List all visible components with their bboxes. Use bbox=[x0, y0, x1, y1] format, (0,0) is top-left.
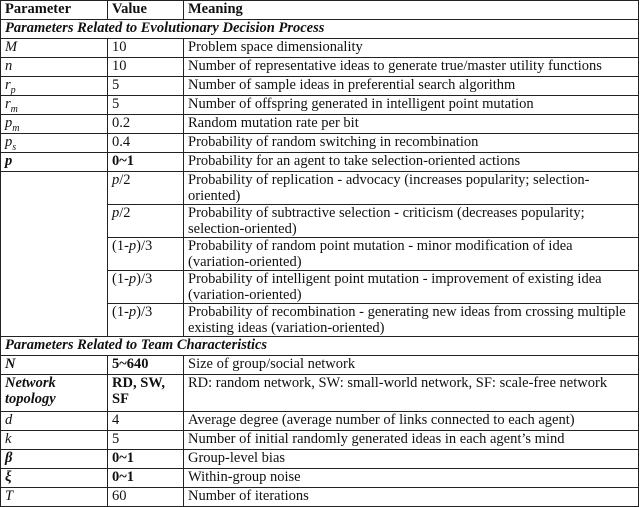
section-heading: Parameters Related to Evolutionary Decision Process bbox=[1, 20, 639, 39]
param-symbol: ξ bbox=[1, 469, 108, 488]
param-meaning: Number of initial randomly generated ideas in each agent’s mind bbox=[184, 431, 639, 450]
value-suffix: /2 bbox=[119, 172, 131, 188]
value-suffix: )/3 bbox=[136, 304, 153, 320]
param-meaning: Probability for an agent to take selection-oriented actions bbox=[184, 153, 639, 172]
value-variable: p bbox=[112, 205, 120, 221]
table-row bbox=[1, 77, 639, 96]
param-meaning: Probability of recombination - generating new ideas from crossing multiple existing ideas (variation-oriented) bbox=[184, 304, 639, 337]
header-parameter: Parameter bbox=[1, 1, 108, 20]
param-meaning: Average degree (average number of links connected to each agent) bbox=[184, 412, 639, 431]
table-row bbox=[1, 172, 639, 205]
param-symbol: p bbox=[5, 115, 13, 131]
param-subscript: p bbox=[10, 84, 16, 96]
empty-cell bbox=[1, 172, 108, 337]
param-value: RD, SW, SF bbox=[108, 375, 184, 412]
param-value: 5~640 bbox=[108, 356, 184, 375]
param-value bbox=[108, 172, 184, 205]
param-value: 0~1 bbox=[108, 450, 184, 469]
value-variable: p bbox=[128, 271, 137, 287]
value-suffix: )/3 bbox=[136, 238, 153, 254]
section-heading: Parameters Related to Team Characteristics bbox=[1, 337, 639, 356]
param-value: 10 bbox=[108, 39, 184, 58]
param-value: 5 bbox=[108, 96, 184, 115]
param-symbol: p bbox=[5, 153, 13, 169]
table-row bbox=[1, 58, 639, 77]
param-meaning: Size of group/social network bbox=[184, 356, 639, 375]
table-row bbox=[1, 469, 639, 488]
param-symbol: β bbox=[1, 450, 108, 469]
param-value: 0.2 bbox=[108, 115, 184, 134]
header-value: Value bbox=[108, 1, 184, 20]
param-value: 10 bbox=[108, 58, 184, 77]
param-meaning: RD: random network, SW: small-world network, SF: scale-free network bbox=[184, 375, 639, 412]
param-meaning: Number of offspring generated in intelligent point mutation bbox=[184, 96, 639, 115]
value-prefix: (1- bbox=[112, 271, 129, 287]
table-row bbox=[1, 115, 639, 134]
param-symbol: k bbox=[1, 431, 108, 450]
value-variable: p bbox=[128, 304, 137, 320]
param-value: 5 bbox=[108, 431, 184, 450]
param-value: 5 bbox=[108, 77, 184, 96]
table-row bbox=[1, 134, 639, 153]
param-meaning: Number of iterations bbox=[184, 488, 639, 507]
param-symbol: Network topology bbox=[1, 375, 108, 412]
param-value: 0~1 bbox=[108, 153, 184, 172]
value-prefix: (1- bbox=[112, 238, 129, 254]
param-value: 0.4 bbox=[108, 134, 184, 153]
param-value: 60 bbox=[108, 488, 184, 507]
param-meaning: Probability of replication - advocacy (increases popularity; selection-oriented) bbox=[184, 172, 639, 205]
param-subscript: m bbox=[10, 103, 18, 115]
param-value: 0~1 bbox=[108, 469, 184, 488]
value-prefix: (1- bbox=[112, 304, 129, 320]
table-row bbox=[1, 488, 639, 507]
param-value bbox=[108, 205, 184, 238]
param-symbol: N bbox=[1, 356, 108, 375]
param-value bbox=[108, 304, 184, 337]
table-row bbox=[1, 153, 639, 172]
param-meaning: Probability of subtractive selection - criticism (decreases popularity; selection-oriented) bbox=[184, 205, 639, 238]
value-suffix: )/3 bbox=[136, 271, 153, 287]
table-row bbox=[1, 431, 639, 450]
table-row bbox=[1, 39, 639, 58]
param-value bbox=[108, 271, 184, 304]
param-meaning: Group-level bias bbox=[184, 450, 639, 469]
param-meaning: Within-group noise bbox=[184, 469, 639, 488]
param-value bbox=[108, 238, 184, 271]
param-symbol: r bbox=[5, 96, 11, 112]
param-symbol: n bbox=[5, 58, 13, 74]
header-row bbox=[1, 1, 639, 20]
table-row bbox=[1, 412, 639, 431]
value-variable: p bbox=[112, 172, 120, 188]
param-meaning: Random mutation rate per bit bbox=[184, 115, 639, 134]
param-meaning: Number of representative ideas to generate true/master utility functions bbox=[184, 58, 639, 77]
param-symbol: d bbox=[1, 412, 108, 431]
param-symbol: T bbox=[1, 488, 108, 507]
value-variable: p bbox=[128, 238, 137, 254]
param-meaning: Number of sample ideas in preferential search algorithm bbox=[184, 77, 639, 96]
table-row bbox=[1, 356, 639, 375]
param-meaning: Probability of random point mutation - minor modification of idea (variation-oriented) bbox=[184, 238, 639, 271]
param-symbol: p bbox=[5, 134, 13, 150]
table-row bbox=[1, 450, 639, 469]
param-value: 4 bbox=[108, 412, 184, 431]
table-row bbox=[1, 96, 639, 115]
param-symbol: M bbox=[5, 39, 18, 55]
param-symbol: r bbox=[5, 77, 11, 93]
param-meaning: Probability of intelligent point mutation - improvement of existing idea (variation-oriented) bbox=[184, 271, 639, 304]
table-row bbox=[1, 375, 639, 412]
param-subscript: m bbox=[12, 122, 20, 134]
header-meaning: Meaning bbox=[184, 1, 639, 20]
param-meaning: Probability of random switching in recombination bbox=[184, 134, 639, 153]
param-meaning: Problem space dimensionality bbox=[184, 39, 639, 58]
value-suffix: /2 bbox=[119, 205, 131, 221]
param-subscript: s bbox=[12, 141, 17, 153]
